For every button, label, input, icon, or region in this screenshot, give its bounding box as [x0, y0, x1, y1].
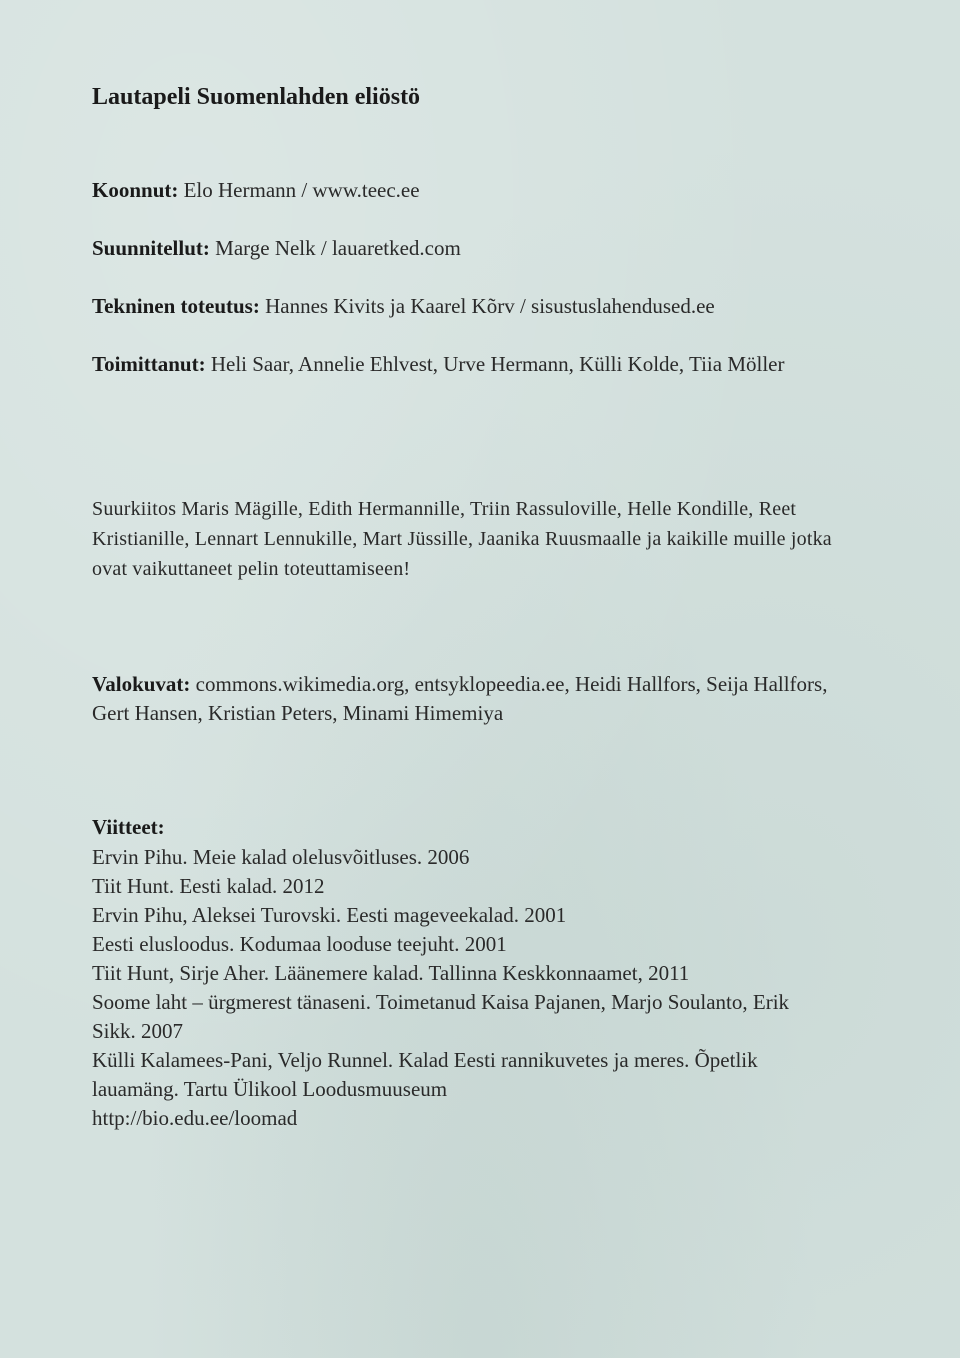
- reference-item: Tiit Hunt. Eesti kalad. 2012: [92, 874, 325, 898]
- photo-credits-label: Valokuvat:: [92, 672, 191, 696]
- reference-item: Külli Kalamees-Pani, Veljo Runnel. Kalad Eesti rannikuvetes ja meres. Õpetlik lauamäng. Tartu Ülikool Loodusmuuseum: [92, 1048, 758, 1101]
- reference-link: http://bio.edu.ee/loomad: [92, 1106, 298, 1130]
- credit-technical: [92, 292, 715, 321]
- credit-compiled-label: Koonnut:: [92, 178, 179, 202]
- credit-designed-value: Marge Nelk / lauaretked.com: [215, 236, 461, 260]
- credit-designed-label: Suunnitellut:: [92, 236, 210, 260]
- photo-credits-value: commons.wikimedia.org, entsyklopeedia.ee, Heidi Hallfors, Seija Hallfors, Gert Hansen, Kristian Peters, Minami Himemiya: [92, 672, 828, 725]
- references-heading: Viitteet:: [92, 815, 165, 839]
- references-list: [92, 843, 832, 1133]
- credit-technical-value: Hannes Kivits ja Kaarel Kõrv / sisustuslahendused.ee: [265, 294, 715, 318]
- credit-editors-label: Toimittanut:: [92, 352, 206, 376]
- page-title: Lautapeli Suomenlahden eliöstö: [92, 84, 421, 110]
- credit-designed: [92, 234, 461, 263]
- credit-editors: [92, 350, 832, 379]
- photo-credits: [92, 670, 832, 728]
- credit-compiled: [92, 176, 420, 205]
- reference-item: Soome laht – ürgmerest tänaseni. Toimetanud Kaisa Pajanen, Marjo Soulanto, Erik Sikk. 2007: [92, 990, 790, 1043]
- credit-editors-value: Heli Saar, Annelie Ehlvest, Urve Hermann, Külli Kolde, Tiia Möller: [210, 352, 785, 376]
- credit-compiled-value: Elo Hermann / www.teec.ee: [183, 178, 420, 202]
- reference-item: Ervin Pihu. Meie kalad olelusvõitluses. 2006: [92, 845, 470, 869]
- reference-item: Ervin Pihu, Aleksei Turovski. Eesti mageveekalad. 2001: [92, 903, 567, 927]
- reference-item: Eesti elusloodus. Kodumaa looduse teejuht. 2001: [92, 932, 507, 956]
- reference-item: Tiit Hunt, Sirje Aher. Läänemere kalad. Tallinna Keskkonnaamet, 2011: [92, 961, 690, 985]
- credit-technical-label: Tekninen toteutus:: [92, 294, 260, 318]
- acknowledgements: Suurkiitos Maris Mägille, Edith Hermannille, Triin Rassuloville, Helle Kondille, Reet Kristianille, Lennart Lennukille, Mart Jüssille, Jaanika Ruusmaalle ja kaikille muille jotka ovat vaikuttaneet pelin toteuttamiseen!: [92, 498, 832, 580]
